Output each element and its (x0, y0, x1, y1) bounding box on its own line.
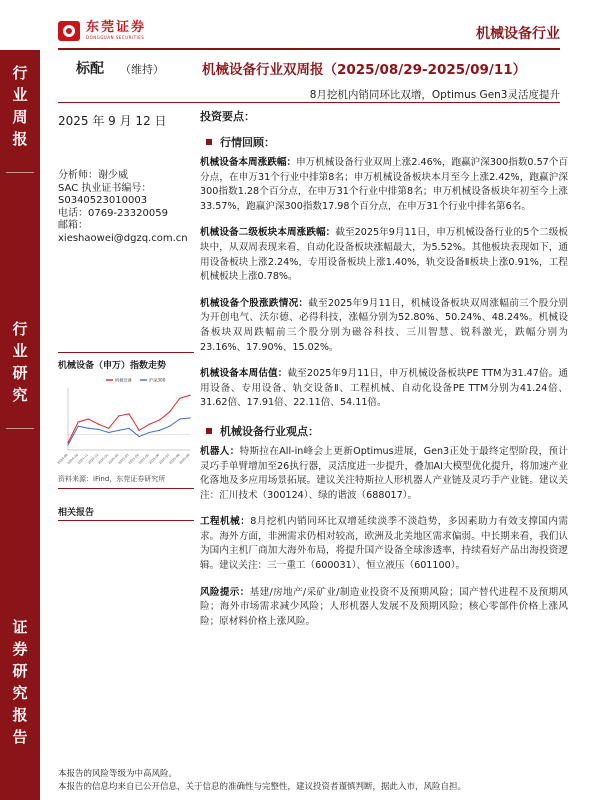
analyst-email[interactable]: xieshaowei@dgzq.com.cn (58, 232, 188, 244)
band-char: 告 (12, 728, 28, 746)
series-1-point (179, 398, 180, 399)
band-char: 研 (12, 364, 28, 382)
x-tick-label: 2024-10 (66, 452, 79, 466)
x-tick-label: 2025-04 (127, 452, 140, 466)
series-1-point (88, 418, 89, 419)
series-2-point (189, 417, 190, 418)
series-2-point (139, 436, 140, 437)
series-1-point (78, 422, 79, 423)
header-divider (58, 48, 560, 50)
legend-label: 沪深300 (149, 377, 166, 383)
band-divider (6, 172, 34, 173)
series-1-point (159, 419, 160, 420)
paragraph-text: 8月挖机内销同环比双增延续淡季不淡趋势，多因素助力有效支撑国内需求。海外方面，非洲需求仍相对较高，欧洲及北美地区需求偏弱。中长期来看，我们认为国内主机厂商加大海外布局，将提升国产设备全球渗透率，持续看好产品出海投资逻辑。建议关注：三一重工（600031）、恒立液压（601100）。 (200, 516, 568, 572)
brand-logo (58, 21, 146, 41)
band-label-weekly (0, 62, 40, 150)
series-line-2 (68, 418, 190, 445)
band-char: 业 (12, 342, 28, 360)
band-char: 究 (12, 386, 28, 404)
series-2-point (179, 418, 180, 419)
series-2-point (128, 428, 129, 429)
series-line-1 (68, 395, 190, 443)
analyst-cert-label: SAC 执业证书编号： (58, 182, 152, 194)
paragraph-text: 截至2025年9月11日，申万机械设备板块PE TTM为31.47倍。通用设备、专用设备、轨交设备Ⅱ、工程机械、自动化设备PE TTM分别为41.24倍、31.62倍、17.91倍、22.11倍、54.11倍。 (200, 368, 568, 409)
bullet-square-icon (206, 428, 212, 434)
analyst-name: 分析师：谢少威 (58, 170, 128, 181)
related-divider (58, 520, 194, 521)
side-band (0, 50, 40, 800)
rating-row (58, 58, 560, 78)
paragraph-lead: 机械设备本周估值： (200, 368, 288, 380)
paragraph-lead: 机械设备本周涨跌幅： (200, 157, 297, 168)
paragraph-lead: 工程机械： (200, 516, 251, 528)
chart-bottom-divider (58, 488, 194, 489)
series-2-point (118, 430, 119, 431)
series-2-point (67, 444, 68, 445)
analyst-email-label: 邮箱： (58, 220, 88, 231)
key-points-heading: 投资要点： (200, 110, 255, 123)
paragraph-construction-machinery (200, 515, 568, 573)
series-1-point (128, 413, 129, 414)
paragraph-robot (200, 445, 568, 503)
x-tick-label: 2025-06 (147, 452, 161, 466)
paragraph-lead: 机械设备二级板块本周涨跌幅： (200, 227, 336, 239)
review-heading (200, 134, 568, 150)
paragraph-valuation (200, 367, 568, 411)
related-reports-heading: 相关报告 (58, 508, 95, 518)
series-2-point (98, 429, 99, 430)
bullet-square-icon (206, 139, 212, 145)
paragraph-lead: 机械设备个股涨跌情况： (200, 297, 309, 309)
chart-top-divider (58, 352, 194, 353)
series-2-point (159, 430, 160, 431)
view-heading-text: 机械设备行业观点： (220, 424, 319, 438)
band-label-report (0, 616, 40, 748)
band-char: 究 (12, 684, 28, 702)
series-1-point (108, 428, 109, 429)
review-heading-text: 行情回顾： (220, 136, 275, 149)
analyst-phone: 电话：0769-23320059 (58, 207, 168, 219)
x-tick-label: 2024-09 (56, 452, 69, 466)
brand-name: 东莞证券 (86, 20, 147, 35)
series-2-point (108, 432, 109, 433)
footer-disclaimer-text: 本报告的信息均来自已公开信息，关于信息的准确性与完整性，建议投资者谨慎判断，据此入市，风险自担。 (58, 782, 467, 792)
paragraph-text: 截至2025年9月11日，申万机械设备行业的5个二级板块中，从双周表现来看，自动化设备板块涨幅最大，为5.52%。其他板块表现如下，通用设备板块上涨2.24%，专用设备板块上涨1.40%，轨交设备Ⅱ板块上涨0.91%，工程机械板块上涨0.78%。 (200, 227, 568, 283)
series-1-point (98, 424, 99, 425)
paragraph-subsector-change (200, 226, 568, 284)
paragraph-text: 申万机械设备行业双周上涨2.46%，跑赢沪深300指数0.57个百分点，在申万31个行业中排第8名；申万机械设备板块本月至今上涨2.42%，跑赢沪深300指数1.28个百分点，在申万31个行业中排第8名；申万机械设备板块年初至今上涨33.57%，跑赢沪深300指数17.98个百分点，在申万31个行业中排名第6名。 (200, 157, 569, 212)
series-1-point (169, 411, 170, 412)
subtitle-divider (58, 102, 560, 103)
x-tick-label: 2025-01 (97, 452, 110, 466)
analyst-cert-no: S0340523010003 (58, 195, 148, 206)
report-title: 机械设备行业双周报（2025/08/29-2025/09/11） (202, 62, 527, 78)
paragraph-text: 截至2025年9月11日，机械设备板块双周涨幅前三个股分别为开创电气、沃尔德、必得科技，涨幅分别为52.80%、50.24%、48.24%。机械设备板块双周跌幅前三个股分别为磁谷科技、三川智慧、锐科激光，跌幅分别为23.16%、17.90%、15.02%。 (200, 297, 569, 353)
view-heading (200, 423, 568, 439)
band-char: 行 (12, 64, 28, 82)
footer-disclaimer (58, 768, 466, 794)
series-2-point (169, 426, 170, 427)
key-points (200, 108, 568, 641)
x-tick-label: 2025-07 (158, 452, 171, 466)
x-tick-label: 2024-12 (86, 452, 100, 466)
paragraph-stock-change (200, 297, 568, 355)
band-char: 业 (12, 86, 28, 104)
rating-label: 标配 (76, 61, 104, 77)
band-char: 报 (12, 130, 28, 148)
rating-sub: （维持） (120, 63, 164, 76)
series-1-point (189, 395, 190, 396)
band-char: 研 (12, 662, 28, 680)
x-tick-label: 2025-08 (168, 452, 181, 466)
paragraph-text: 基建/房地产/采矿业/制造业投资不及预期风险；国产替代进程不及预期风险；海外市场需求减少风险；人形机器人发展不及预期风险；核心零部件价格上涨风险；原材料价格上涨风险。 (200, 586, 568, 627)
band-char: 报 (12, 706, 28, 724)
x-tick-label: 2025-02 (107, 452, 120, 466)
series-2-point (149, 432, 150, 433)
paragraph-lead: 风险提示： (200, 586, 250, 598)
x-tick-label: 2025-03 (117, 452, 130, 466)
paragraph-risk (200, 586, 568, 630)
x-tick-label: 2024-11 (76, 452, 90, 466)
band-char: 证 (12, 618, 28, 636)
chart-source: 资料来源：iFind，东莞证券研究所 (58, 475, 166, 483)
report-subtitle: 8月挖机内销同环比双增，Optimus Gen3灵活度提升 (309, 89, 560, 101)
series-1-point (118, 415, 119, 416)
band-char: 券 (12, 640, 28, 658)
band-divider (6, 428, 34, 429)
band-char: 行 (12, 320, 28, 338)
series-1-point (139, 430, 140, 431)
x-tick-label: 2025-05 (137, 452, 151, 466)
brand-logo-icon (58, 21, 80, 41)
report-date: 2025 年 9 月 12 日 (58, 114, 167, 128)
paragraph-text: 特斯拉在All-in峰会上更新Optimus进展，Gen3正处于最终定型阶段，预计灵巧手单臂增加至26执行器，灵活度进一步提升，叠加AI大模型优化提升，将加速产业化落地及多应用场景拓展。建议关注特斯拉人形机器人产业链及灵巧手产业链。建议关注：汇川技术（300124）、绿的谐波（688017）。 (200, 445, 568, 501)
paragraph-weekly-change (200, 156, 568, 214)
band-label-research (0, 318, 40, 406)
chart-title: 机械设备（申万）指数走势 (58, 361, 167, 371)
analyst-info (58, 170, 188, 245)
brand-name-en: DONGGUAN SECURITIES (86, 35, 145, 40)
series-1-point (149, 424, 150, 425)
series-2-point (78, 426, 79, 427)
index-trend-chart (58, 374, 194, 466)
industry-title: 机械设备行业 (476, 26, 560, 42)
paragraph-lead: 机器人： (200, 445, 240, 457)
series-2-point (88, 428, 89, 429)
legend-label: 机械设备 (115, 377, 132, 383)
band-char: 周 (12, 108, 28, 126)
x-tick-label: 2025-09 (178, 452, 191, 466)
footer-risk-level: 本报告的风险等级为中高风险。 (58, 769, 178, 779)
